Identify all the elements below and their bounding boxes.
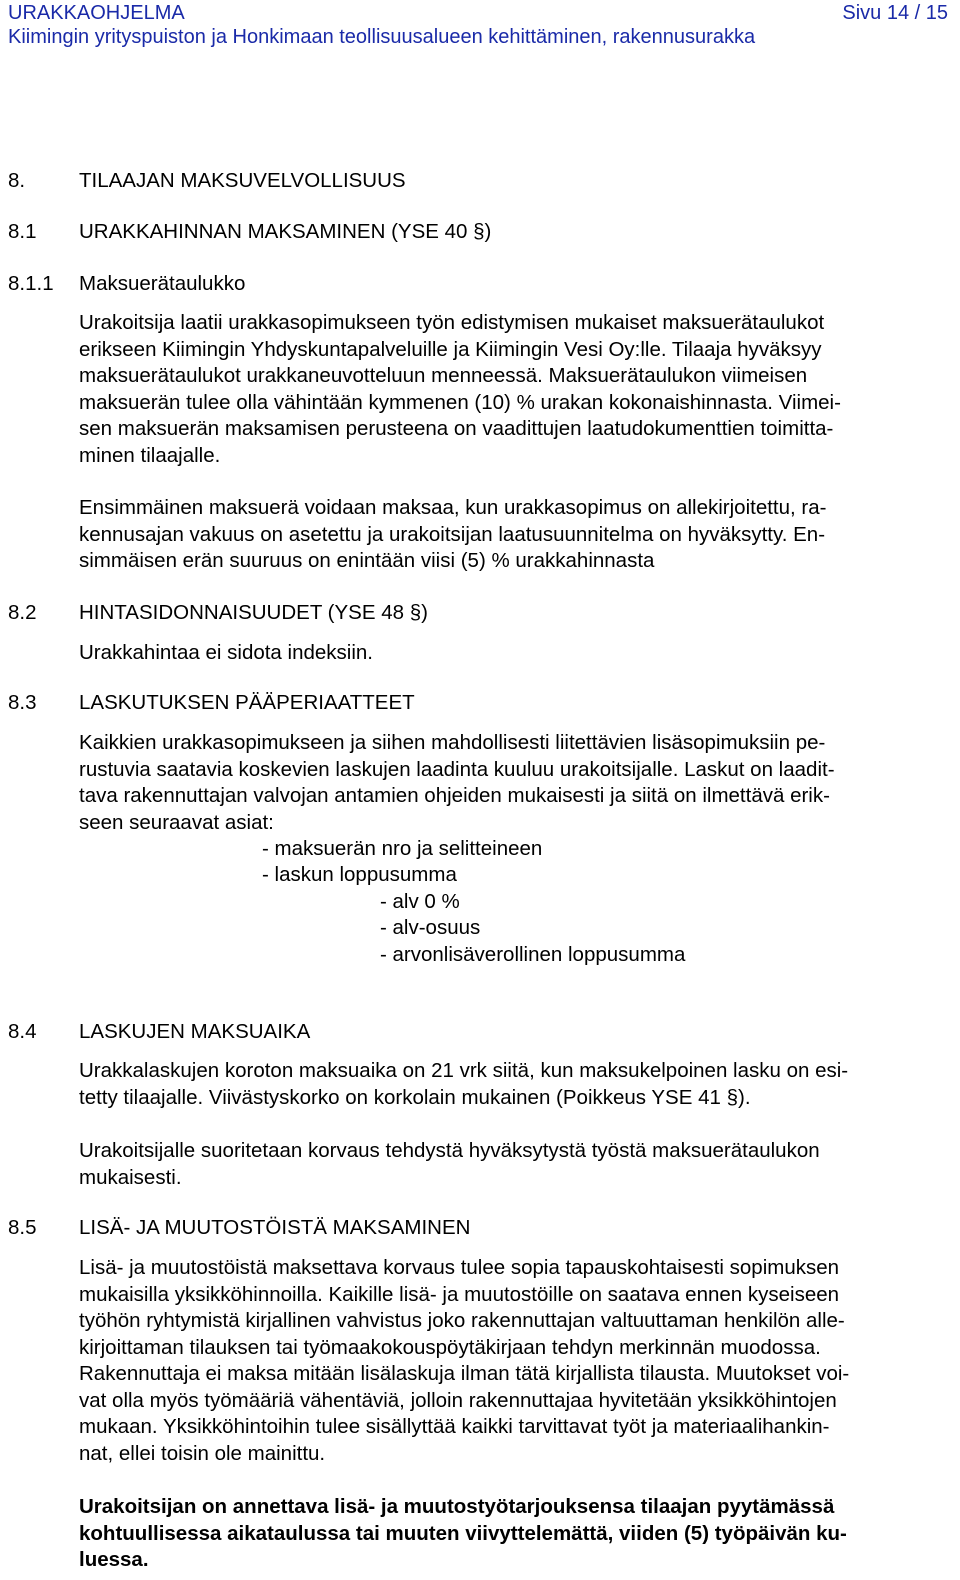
paragraph-8-5-bold bbox=[79, 1494, 947, 1574]
list-item: - alv 0 % bbox=[380, 890, 460, 913]
text-line: mukaisilla yksikköhinnoilla. Kaikille lisä- ja muutostöille on saatava ennen kyseiseen bbox=[79, 1282, 840, 1306]
text-line: Urakkahintaa ei sidota indeksiin. bbox=[79, 641, 373, 664]
text-line: maksuerän tulee olla vähintään kymmenen (10) % urakan kokonaishinnasta. Viimei- bbox=[79, 390, 841, 414]
section-number: 8. bbox=[8, 169, 26, 192]
section-title: TILAAJAN MAKSUVELVOLLISUUS bbox=[79, 169, 406, 192]
text-line: rustuvia saatavia koskevien laskujen laadinta kuuluu urakoitsijalle. Laskut on laadit- bbox=[79, 757, 835, 781]
text-line: sen maksuerän maksamisen perusteena on vaadittujen laatudokumenttien toimitta- bbox=[79, 417, 834, 440]
paragraph-8-4-b bbox=[79, 1138, 947, 1191]
text-line: nat, ellei toisin ole mainittu. bbox=[79, 1441, 326, 1465]
text-line: Lisä- ja muutostöistä maksettava korvaus tulee sopia tapauskohtaisesti sopimuksen bbox=[79, 1256, 840, 1279]
doc-type: URAKKAOHJELMA bbox=[8, 2, 185, 24]
section-number: 8.1 bbox=[8, 220, 37, 243]
paragraph-8-1-1-a bbox=[79, 310, 947, 469]
section-title: HINTASIDONNAISUUDET (YSE 48 §) bbox=[79, 601, 428, 624]
text-line: työhön ryhtymistä kirjallinen vahvistus joko rakennuttajan valtuuttaman henkilön alle- bbox=[79, 1309, 845, 1332]
list-item: - alv-osuus bbox=[380, 916, 481, 939]
text-line: Urakoitsija laatii urakkasopimukseen työn edistymisen mukaiset maksuerätaulukot bbox=[79, 311, 825, 334]
text-line: Urakoitsijan on annettava lisä- ja muutostyötarjouksensa tilaajan pyytämässä bbox=[79, 1495, 835, 1518]
section-number: 8.2 bbox=[8, 601, 37, 624]
project-title: Kiimingin yrityspuiston ja Honkimaan teollisuusalueen kehittäminen, rakennusurakka bbox=[8, 26, 756, 48]
section-number: 8.4 bbox=[8, 1020, 37, 1043]
text-line: erikseen Kiimingin Yhdyskuntapalveluille ja Kiimingin Vesi Oy:lle. Tilaaja hyväksyy bbox=[79, 337, 822, 361]
section-number: 8.3 bbox=[8, 691, 37, 714]
list-item: - laskun loppusumma bbox=[262, 863, 457, 886]
text-line: mukaisesti. bbox=[79, 1165, 182, 1189]
paragraph-8-1-1-b bbox=[79, 495, 947, 575]
text-line: tetty tilaajalle. Viivästyskorko on korkolain mukainen (Poikkeus YSE 41 §). bbox=[79, 1085, 751, 1109]
list-item: - maksuerän nro ja selitteineen bbox=[262, 837, 543, 860]
paragraph-8-2 bbox=[79, 640, 947, 667]
text-line: minen tilaajalle. bbox=[79, 443, 221, 467]
section-title: LASKUTUKSEN PÄÄPERIAATTEET bbox=[79, 691, 415, 714]
text-line: seen seuraavat asiat: bbox=[79, 810, 274, 834]
text-line: luessa. bbox=[79, 1548, 149, 1571]
text-line: Ensimmäinen maksuerä voidaan maksaa, kun urakkasopimus on allekirjoitettu, ra- bbox=[79, 496, 827, 519]
text-line: Kaikkien urakkasopimukseen ja siihen mahdollisesti liitettävien lisäsopimuksiin pe- bbox=[79, 731, 826, 754]
section-title: LISÄ- JA MUUTOSTÖISTÄ MAKSAMINEN bbox=[79, 1216, 471, 1239]
text-line: vat olla myös työmääriä vähentäviä, jolloin rakennuttajaa hyvitetään yksikköhintojen bbox=[79, 1388, 837, 1412]
text-line: Rakennuttaja ei maksa mitään lisälaskuja ilman tätä kirjallista tilausta. Muutokset voi- bbox=[79, 1362, 850, 1385]
text-line: kohtuullisessa aikataulussa tai muuten viivyttelemättä, viiden (5) työpäivän ku- bbox=[79, 1521, 847, 1545]
page-header bbox=[8, 0, 948, 26]
text-line: kirjoittaman tilauksen tai työmaakokouspöytäkirjaan tehdyn merkinnän muodossa. bbox=[79, 1335, 821, 1359]
section-number: 8.5 bbox=[8, 1216, 37, 1239]
section-title: LASKUJEN MAKSUAIKA bbox=[79, 1020, 311, 1043]
section-number: 8.1.1 bbox=[8, 272, 54, 295]
paragraph-8-5-a bbox=[79, 1255, 947, 1467]
paragraph-8-3 bbox=[79, 730, 947, 836]
text-line: Urakoitsijalle suoritetaan korvaus tehdystä hyväksytystä työstä maksuerätaulukon bbox=[79, 1139, 820, 1162]
page-number: Sivu 14 / 15 bbox=[842, 2, 948, 24]
text-line: tava rakennuttajan valvojan antamien ohjeiden mukaisesti ja siitä on ilmettävä erik- bbox=[79, 784, 830, 807]
section-title: Maksuerätaulukko bbox=[79, 272, 246, 295]
list-item: - arvonlisäverollinen loppusumma bbox=[380, 943, 686, 966]
text-line: mukaan. Yksikköhintoihin tulee sisällyttää kaikki tarvittavat työt ja materiaalihankin- bbox=[79, 1415, 830, 1438]
text-line: kennusajan vakuus on asetettu ja urakoitsijan laatusuunnitelma on hyväksytty. En- bbox=[79, 522, 826, 546]
section-title: URAKKAHINNAN MAKSAMINEN (YSE 40 §) bbox=[79, 220, 492, 243]
paragraph-8-4-a bbox=[79, 1058, 947, 1111]
text-line: maksuerätaulukot urakkaneuvotteluun menneessä. Maksuerätaulukon viimeisen bbox=[79, 364, 808, 387]
text-line: simmäisen erän suuruus on enintään viisi (5) % urakkahinnasta bbox=[79, 549, 655, 572]
text-line: Urakkalaskujen koroton maksuaika on 21 vrk siitä, kun maksukelpoinen lasku on esi- bbox=[79, 1059, 849, 1082]
